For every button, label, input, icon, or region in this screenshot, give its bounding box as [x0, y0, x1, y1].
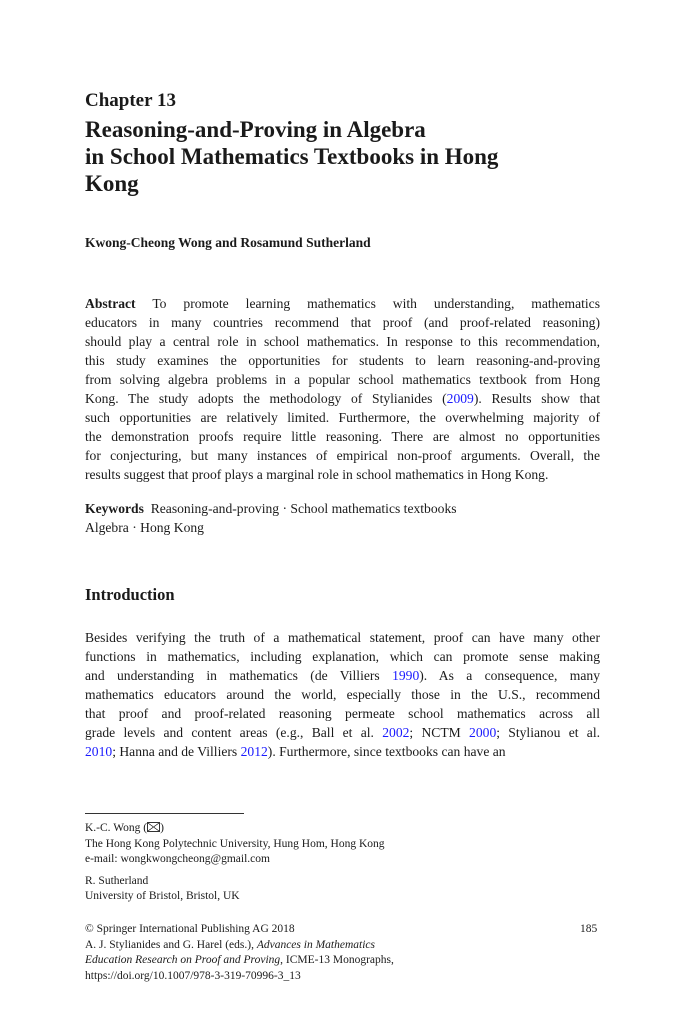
text-segment: ). Results show that: [473, 391, 600, 406]
text-line: [85, 723, 600, 742]
keyword: Algebra: [85, 520, 129, 535]
title-line: in School Mathematics Textbooks in Hong: [85, 144, 499, 169]
text-line: [85, 628, 600, 647]
keyword: School mathematics textbooks: [290, 501, 457, 516]
text-segment: ). Furthermore, since textbooks can have an: [267, 744, 506, 759]
text-line: [85, 742, 600, 761]
text-segment: grade levels and content areas (e.g., Ball et al.: [85, 725, 383, 740]
text-segment: educators in many countries recommend that proof (and proof-related reasoning): [85, 315, 600, 330]
text-line: [85, 313, 600, 332]
author1-affiliation: The Hong Kong Polytechnic University, Hung Hom, Hong Kong: [85, 837, 385, 850]
text-line: [85, 332, 600, 351]
text-segment: that proof and proof-related reasoning permeate school mathematics across all: [85, 706, 600, 721]
text-segment: this study examines the opportunities for students to learn reasoning-and-proving: [85, 353, 600, 368]
text-segment: functions in mathematics, including explanation, which can promote sense making: [85, 649, 600, 664]
text-line: [85, 294, 600, 313]
keyword: Hong Kong: [140, 520, 204, 535]
citation-link[interactable]: 2009: [446, 391, 474, 406]
citation-link[interactable]: 2002: [382, 725, 410, 740]
colophon: © Springer International Publishing AG 2018 A. J. Stylianides and G. Harel (eds.), Advances in Mathematics Education Research on Proof and Proving, ICME-13 Monographs, https://doi.org/10.1007/978-3-319-70996-3_13: [85, 922, 394, 984]
text-line: [85, 408, 600, 427]
text-line: [85, 666, 600, 685]
text-line: [85, 446, 600, 465]
keywords: [85, 499, 600, 537]
keyword-separator: ·: [132, 520, 137, 535]
text-segment: ; Stylianou et al.: [496, 725, 600, 740]
text-line: [85, 370, 600, 389]
author2-affiliation: University of Bristol, Bristol, UK: [85, 890, 240, 902]
keywords-label: Keywords: [85, 501, 144, 516]
text-segment: Besides verifying the truth of a mathematical statement, proof can have many other: [85, 630, 600, 645]
text-segment: Kong. The study adopts the methodology of Stylianides (: [85, 391, 447, 406]
text-segment: To promote learning mathematics with understanding, mathematics: [152, 296, 600, 311]
text-line: [85, 465, 600, 484]
text-line: [85, 647, 600, 666]
copyright: © Springer International Publishing AG 2018: [85, 923, 295, 935]
abstract: [85, 294, 600, 484]
text-segment: should play a central role in school mathematics. In response to this recommendation,: [85, 334, 600, 349]
text-line: [85, 427, 600, 446]
text-segment: and understanding in mathematics (de Villiers: [85, 668, 393, 683]
keyword-separator: ·: [282, 501, 287, 516]
page-number: 185: [580, 923, 598, 935]
chapter-title: [85, 116, 498, 197]
envelope-icon: [147, 822, 160, 832]
text-segment: ; NCTM: [409, 725, 470, 740]
keyword: Reasoning-and-proving: [150, 501, 280, 516]
text-segment: mathematics educators around the world, especially those in the U.S., recommend: [85, 687, 600, 702]
title-line: Kong: [85, 171, 139, 196]
author-footnotes: K.-C. Wong ( ) The Hong Kong Polytechnic University, Hung Hom, Hong Kong e-mail: wongkwongcheong@gmail.com R. Sutherland University of Bristol, Bristol, UK: [85, 821, 385, 905]
text-segment: for conjecturing, but many instances of empirical non-proof arguments. Overall, the: [85, 448, 600, 463]
text-segment: the demonstration proofs require little reasoning. There are almost no opportunities: [85, 429, 600, 444]
authors: Kwong-Cheong Wong and Rosamund Sutherland: [85, 235, 371, 250]
text-line: [85, 389, 600, 408]
text-segment: ). As a consequence, many: [419, 668, 600, 683]
text-segment: such opportunities are relatively limited. Furthermore, the overwhelming majority of: [85, 410, 600, 425]
citation-link[interactable]: 1990: [392, 668, 420, 683]
section-heading-introduction: Introduction: [85, 585, 175, 604]
citation-link[interactable]: 2012: [240, 744, 268, 759]
abstract-label: Abstract: [85, 296, 136, 311]
text-line: [85, 685, 600, 704]
citation-link[interactable]: 2010: [85, 744, 113, 759]
text-segment: from solving algebra problems in a popular school mathematics textbook from Hong: [85, 372, 600, 387]
text-segment: ; Hanna and de Villiers: [112, 744, 241, 759]
chapter-number: Chapter 13: [85, 90, 176, 111]
introduction-body: [85, 628, 600, 761]
text-line: [85, 351, 600, 370]
title-line: Reasoning-and-Proving in Algebra: [85, 117, 426, 142]
footnote-divider: [85, 813, 244, 814]
author1-email[interactable]: e-mail: wongkwongcheong@gmail.com: [85, 853, 270, 865]
author2-name: R. Sutherland: [85, 874, 149, 887]
doi-link[interactable]: https://doi.org/10.1007/978-3-319-70996-3_13: [85, 969, 301, 982]
text-segment: results suggest that proof plays a marginal role in school mathematics in Hong Kong.: [85, 467, 549, 482]
text-line: [85, 704, 600, 723]
citation-link[interactable]: 2000: [469, 725, 497, 740]
